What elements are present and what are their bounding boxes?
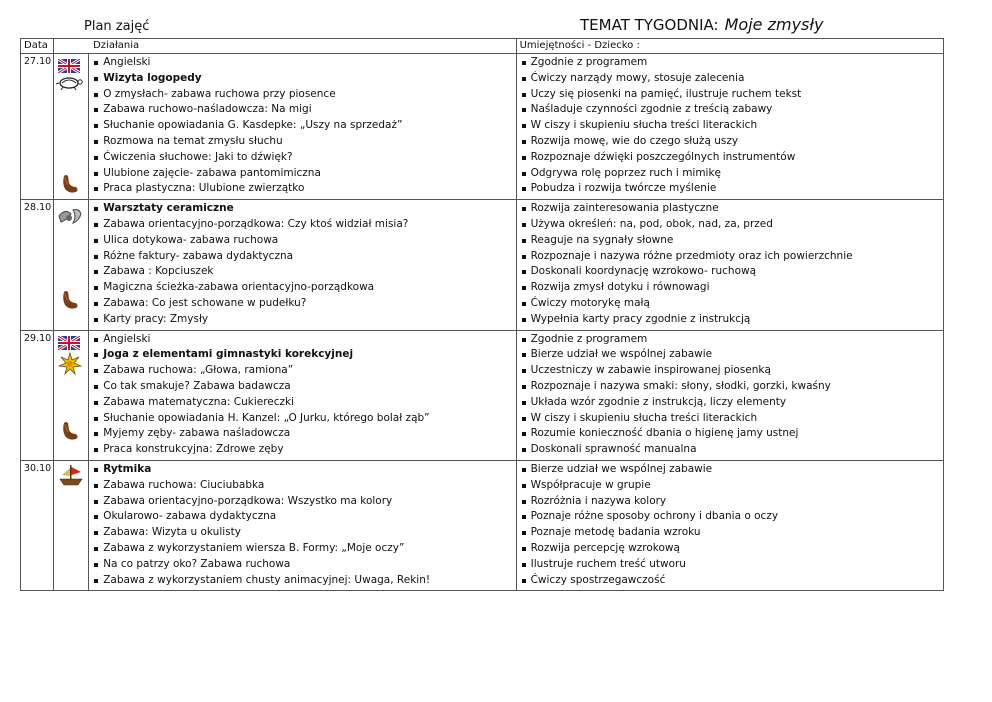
- skill-item: Reaguje na sygnały słowne: [517, 233, 943, 249]
- skill-item: Rozpoznaje i nazywa różne przedmioty oraz ich powierzchnie: [517, 249, 943, 265]
- skill-item: Odgrywa rolę poprzez ruch i mimikę: [517, 166, 943, 182]
- activities-cell: [89, 200, 516, 330]
- skill-item: Współpracuje w grupie: [517, 478, 943, 494]
- activity-item: Joga z elementami gimnastyki korekcyjnej: [89, 347, 515, 363]
- activity-item: Słuchanie opowiadania G. Kasdepke: „Uszy na sprzedaż”: [89, 118, 515, 134]
- header-date: Data: [21, 39, 54, 54]
- activity-item: Zabawa ruchowa: Ciuciubabka: [89, 478, 515, 494]
- skill-item: Układa wzór zgodnie z instrukcją, liczy elementy: [517, 395, 943, 411]
- activity-item: Okularowo- zabawa dydaktyczna: [89, 509, 515, 525]
- activity-item: Ćwiczenia słuchowe: Jaki to dźwięk?: [89, 150, 515, 166]
- row-date: 27.10: [21, 54, 54, 200]
- header-activities: Działania: [54, 39, 517, 54]
- activity-item: Karty pracy: Zmysły: [89, 312, 515, 328]
- paint-hand-icon: [60, 173, 80, 199]
- paint-hand-icon: [60, 420, 80, 446]
- row-icons-cell: [54, 330, 89, 460]
- skill-item: Rozwija percepcję wzrokową: [517, 541, 943, 557]
- skill-item: Zgodnie z programem: [517, 55, 943, 71]
- week-theme-header: [580, 15, 823, 34]
- activity-item: O zmysłach- zabawa ruchowa przy piosence: [89, 87, 515, 103]
- activity-item: Rytmika: [89, 462, 515, 478]
- sun-icon: [58, 352, 82, 380]
- skill-item: Ćwiczy narządy mowy, stosuje zalecenia: [517, 71, 943, 87]
- row-date: 28.10: [21, 200, 54, 330]
- skill-item: Rozumie konieczność dbania o higienę jamy ustnej: [517, 426, 943, 442]
- skill-item: Poznaje różne sposoby ochrony i dbania o oczy: [517, 509, 943, 525]
- activity-item: Co tak smakuje? Zabawa badawcza: [89, 379, 515, 395]
- row-icons-cell: [54, 54, 89, 200]
- activity-item: Zabawa z wykorzystaniem chusty animacyjnej: Uwaga, Rekin!: [89, 573, 515, 589]
- activity-item: Angielski: [89, 332, 515, 348]
- activities-cell: [89, 54, 516, 200]
- week-theme-value: Moje zmysły: [724, 15, 824, 34]
- paint-hand-icon: [60, 289, 80, 315]
- row-icons-cell: [54, 200, 89, 330]
- activity-item: Ulica dotykowa- zabawa ruchowa: [89, 233, 515, 249]
- activity-item: Angielski: [89, 55, 515, 71]
- table-row: [21, 460, 944, 590]
- activities-cell: [89, 460, 516, 590]
- skill-item: Bierze udział we wspólnej zabawie: [517, 347, 943, 363]
- row-date: 30.10: [21, 460, 54, 590]
- activity-item: Zabawa : Kopciuszek: [89, 264, 515, 280]
- skill-item: Rozwija zainteresowania plastyczne: [517, 201, 943, 217]
- activity-plan-table: [20, 38, 944, 591]
- skill-item: Uczy się piosenki na pamięć, ilustruje ruchem tekst: [517, 87, 943, 103]
- skill-item: Doskonali koordynację wzrokowo- ruchową: [517, 264, 943, 280]
- activity-item: Różne faktury- zabawa dydaktyczna: [89, 249, 515, 265]
- skill-item: Rozpoznaje dźwięki poszczególnych instrumentów: [517, 150, 943, 166]
- activity-item: Zabawa orientacyjno-porządkowa: Wszystko ma kolory: [89, 494, 515, 510]
- activity-item: Wizyta logopedy: [89, 71, 515, 87]
- table-header-row: [21, 39, 944, 54]
- activity-item: Warsztaty ceramiczne: [89, 201, 515, 217]
- skills-cell: [516, 54, 943, 200]
- activity-item: Zabawa: Co jest schowane w pudełku?: [89, 296, 515, 312]
- activity-item: Zabawa ruchowo-naśladowcza: Na migi: [89, 102, 515, 118]
- plan-title: Plan zajęć: [84, 19, 150, 34]
- skill-item: Ćwiczy spostrzegawczość: [517, 573, 943, 589]
- skill-item: Zgodnie z programem: [517, 332, 943, 348]
- turtle-icon: [56, 74, 84, 94]
- activity-item: Zabawa ruchowa: „Głowa, ramiona”: [89, 363, 515, 379]
- skill-item: Rozróżnia i nazywa kolory: [517, 494, 943, 510]
- skill-item: Rozwija mowę, wie do czego służą uszy: [517, 134, 943, 150]
- activity-item: Na co patrzy oko? Zabawa ruchowa: [89, 557, 515, 573]
- skills-cell: [516, 200, 943, 330]
- activity-item: Zabawa: Wizyta u okulisty: [89, 525, 515, 541]
- skill-item: Pobudza i rozwija twórcze myślenie: [517, 181, 943, 197]
- activity-item: Ulubione zajęcie- zabawa pantomimiczna: [89, 166, 515, 182]
- skill-item: W ciszy i skupieniu słucha treści literackich: [517, 118, 943, 134]
- skill-item: Poznaje metodę badania wzroku: [517, 525, 943, 541]
- skill-item: W ciszy i skupieniu słucha treści literackich: [517, 411, 943, 427]
- row-icons-cell: [54, 460, 89, 590]
- skill-item: Ćwiczy motorykę małą: [517, 296, 943, 312]
- activity-item: Słuchanie opowiadania H. Kanzel: „O Jurku, którego bolał ząb”: [89, 411, 515, 427]
- skill-item: Rozwija zmysł dotyku i równowagi: [517, 280, 943, 296]
- activity-item: Zabawa orientacyjno-porządkowa: Czy ktoś widział misia?: [89, 217, 515, 233]
- skill-item: Uczestniczy w zabawie inspirowanej piosenką: [517, 363, 943, 379]
- activity-item: Magiczna ścieżka-zabawa orientacyjno-porządkowa: [89, 280, 515, 296]
- skill-item: Naśladuje czynności zgodnie z treścią zabawy: [517, 102, 943, 118]
- header-skills: Umiejętności - Dziecko :: [516, 39, 943, 54]
- week-theme-label: TEMAT TYGODNIA:: [580, 16, 719, 34]
- activity-item: Praca konstrukcyjna: Zdrowe zęby: [89, 442, 515, 458]
- row-date: 29.10: [21, 330, 54, 460]
- activity-item: Praca plastyczna: Ulubione zwierzątko: [89, 181, 515, 197]
- skill-item: Wypełnia karty pracy zgodnie z instrukcją: [517, 312, 943, 328]
- skills-cell: [516, 460, 943, 590]
- table-row: [21, 330, 944, 460]
- skills-cell: [516, 330, 943, 460]
- activity-item: Rozmowa na temat zmysłu słuchu: [89, 134, 515, 150]
- ceramics-icon: [57, 206, 83, 230]
- skill-item: Ilustruje ruchem treść utworu: [517, 557, 943, 573]
- activity-item: Zabawa matematyczna: Cukiereczki: [89, 395, 515, 411]
- skill-item: Bierze udział we wspólnej zabawie: [517, 462, 943, 478]
- activity-item: Myjemy zęby- zabawa naśladowcza: [89, 426, 515, 442]
- skill-item: Używa określeń: na, pod, obok, nad, za, przed: [517, 217, 943, 233]
- activity-item: Zabawa z wykorzystaniem wiersza B. Formy: „Moje oczy”: [89, 541, 515, 557]
- table-row: [21, 200, 944, 330]
- activities-cell: [89, 330, 516, 460]
- skill-item: Doskonali sprawność manualna: [517, 442, 943, 458]
- ship-icon: [58, 464, 84, 492]
- skill-item: Rozpoznaje i nazywa smaki: słony, słodki, gorzki, kwaśny: [517, 379, 943, 395]
- table-row: [21, 54, 944, 200]
